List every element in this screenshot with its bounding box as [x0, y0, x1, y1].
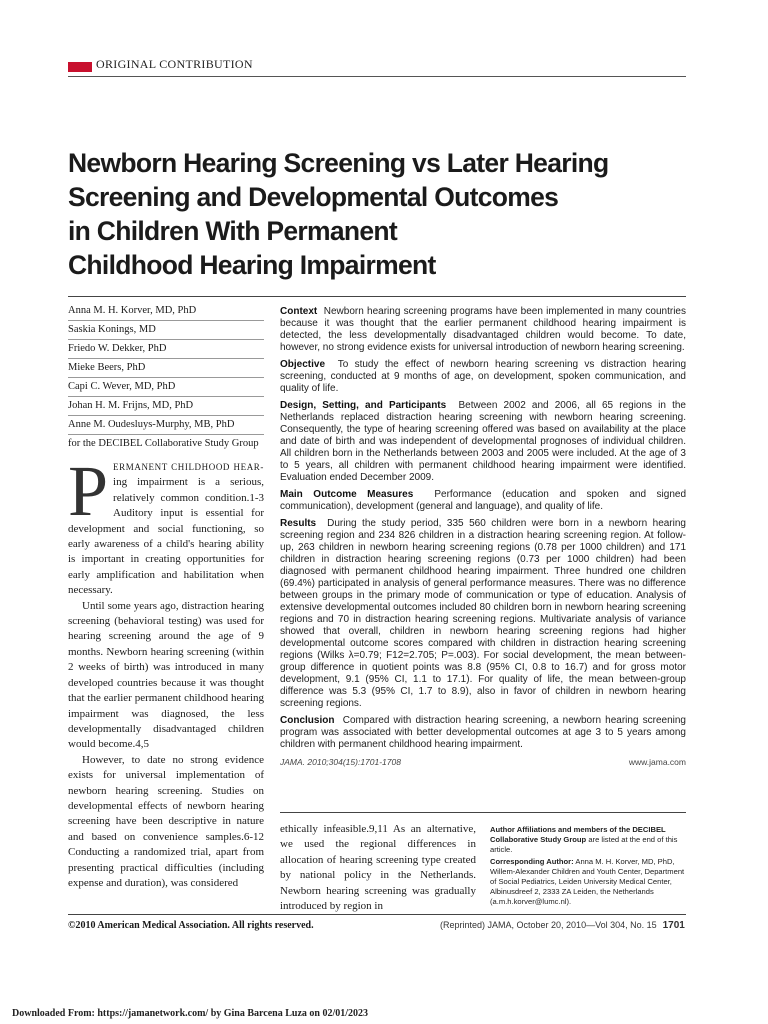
section-color-bar: [68, 62, 92, 72]
author-name: Anne M. Oudesluys-Murphy, MB, PhD: [68, 416, 264, 435]
abstract-text: Between 2002 and 2006, all 65 regions in the Netherlands replaced distraction hearing screening with newborn hearing screening. Consequently, the type of hearing screening offered was based on availability at the place and date of birth and was independent of developmental prognoses of individual children. All children born in the Netherlands between 2003 and 2005 were included. At the age of 3 to 5 years, all children with permanent childhood hearing impairment were identified. Evaluation ended December 2009.: [280, 400, 686, 483]
body-column-middle: [280, 822, 476, 914]
author-name: Capi C. Wever, MD, PhD: [68, 378, 264, 397]
footer-rule: [68, 914, 686, 915]
author-list: [68, 302, 264, 450]
affiliation-label: Author Affiliations and members of the DECIBEL Collaborative Study Group: [490, 825, 666, 844]
citation: JAMA. 2010;304(15):1701-1708: [280, 757, 401, 767]
body-text: ing impairment is a serious, relatively common condition.1-3 Auditory input is essential for development and social functioning, so early awareness of a child's hearing ability is important in creating opportunities for early amplification and habilitation when necessary.: [68, 476, 264, 597]
body-column-left: [68, 451, 264, 891]
abstract-label: Context: [280, 306, 318, 317]
corresponding-label: Corresponding Author:: [490, 857, 574, 866]
abstract-label: Results: [280, 518, 317, 529]
study-group: for the DECIBEL Collaborative Study Group: [68, 438, 259, 449]
header-rule: [68, 76, 686, 77]
reprinted-info: (Reprinted) JAMA, October 20, 2010—Vol 304, No. 15: [440, 920, 657, 930]
website-link[interactable]: www.jama.com: [628, 757, 686, 767]
author-name: Johan H. M. Frijns, MD, PhD: [68, 397, 264, 416]
abstract-text: During the study period, 335 560 children were born in a newborn hearing screening region and 234 826 children in a distraction hearing screening region. At follow-up, 263 children in newborn hearing screening regions (0.78 per 1000 children) and 171 children in distraction hearing screening regions (0.73 per 1000 children) had been diagnosed with permanent childhood hearing impairment. Three hundred one children (69.4%) participated in analysis of general performance measures. There was no difference between groups in the primary mode of communication or type of education. Analysis of extensive developmental outcomes included 80 children born in newborn hearing screening regions and 70 in distraction hearing screening regions. Multivariate analysis of variance showed that overall, children in newborn hearing screening regions had higher developmental outcome scores compared with children in distraction hearing screening regions (Wilks λ=0.79; F12=2.705; P=.003). For social development, the mean between-group difference in quotient points was 8.8 (95% CI, 0.8 to 16.7) and for gross motor development, 9.1 (95% CI, 1.1 to 17.1). For quality of life, the mean between-group difference was 5.3 (95% CI, 1.7 to 8.9), also in favor of children in newborn hearing screening regions.: [280, 518, 686, 709]
citation-row: [280, 756, 686, 768]
author-name: Friedo W. Dekker, PhD: [68, 340, 264, 359]
abstract-text: Performance (education and spoken and signed communication), development (general and language), and quality of life.: [280, 489, 687, 512]
abstract-objective: [280, 359, 686, 395]
abstract-results: [280, 518, 686, 710]
author-name: Anna M. H. Korver, MD, PhD: [68, 302, 264, 321]
body-paragraph: Until some years ago, distraction hearing screening (behavioral testing) was used for hearing screening around the age of 9 months. Newborn hearing screening (within 2 weeks of birth) was introduced in many developed countries because it was thought that the earlier permanent childhood hearing impairment was diagnosed, the less developmentally disadvantaged children would become.4,5: [68, 599, 264, 751]
abstract-label: Conclusion: [280, 715, 335, 726]
journal-footer: [440, 920, 685, 931]
title-line: in Children With Permanent: [68, 216, 398, 246]
abstract-context: [280, 306, 686, 354]
title-line: Screening and Developmental Outcomes: [68, 182, 559, 212]
article-title: [68, 146, 708, 282]
author-name: Saskia Konings, MD: [68, 321, 264, 340]
corresponding-author: [490, 857, 686, 907]
abstract-measures: [280, 489, 686, 513]
title-line: Childhood Hearing Impairment: [68, 250, 436, 280]
corresponding-text: Anna M. H. Korver, MD, PhD, Willem-Alexander Children and Youth Center, Department of Social Pediatrics, Leiden University Medical Center, Albinusdreef 2, 2333 ZA Leiden, the Netherlands (a.m.h.korver@lumc.nl).: [490, 857, 685, 906]
abstract: [280, 306, 686, 768]
affiliations: [490, 825, 686, 909]
drop-cap: P: [68, 451, 109, 531]
affiliation-text: are listed at the end of this article.: [490, 835, 678, 854]
abstract-design: [280, 400, 686, 484]
title-line: Newborn Hearing Screening vs Later Hearing: [68, 148, 609, 178]
abstract-text: Newborn hearing screening programs have been implemented in many countries because it was thought that the earlier permanent childhood hearing impairment is detected, the less developmentally disadvantaged children would become. To date, however, no strong evidence exists for universal introduction of newborn hearing screening.: [280, 306, 686, 353]
abstract-label: Objective: [280, 359, 326, 370]
affiliation-note: [490, 825, 686, 855]
abstract-rule: [280, 812, 686, 813]
download-notice: Downloaded From: https://jamanetwork.com/ by Gina Barcena Luza on 02/01/2023: [12, 1008, 369, 1019]
body-paragraph: However, to date no strong evidence exists for universal implementation of newborn hearing screening. Studies on developmental effects of newborn hearing screening have been descriptive in nature and based on convenience samples.6-12 Conducting a randomized trial, apart from presenting practical difficulties (including expense and duration), was considered: [68, 753, 264, 889]
copyright: ©2010 American Medical Association. All rights reserved.: [68, 920, 314, 931]
body-paragraph-intro: [68, 451, 264, 599]
title-rule: [68, 296, 686, 297]
abstract-label: Design, Setting, and Participants: [280, 400, 447, 411]
abstract-label: Main Outcome Measures: [280, 489, 414, 500]
lead-caps: ERMANENT CHILDHOOD HEAR-: [113, 462, 264, 472]
section-label: ORIGINAL CONTRIBUTION: [96, 57, 253, 71]
page-number: 1701: [662, 920, 685, 931]
abstract-conclusion: [280, 715, 686, 751]
abstract-text: Compared with distraction hearing screening, a newborn hearing screening program was associated with better developmental outcomes at age 3 to 5 years among children with permanent childhood hearing impairment.: [280, 715, 686, 750]
author-name: Mieke Beers, PhD: [68, 359, 264, 378]
body-paragraph: ethically infeasible.9,11 As an alternative, we used the regional differences in allocation of hearing screening type created by national policy in the Netherlands. Newborn hearing screening was gradually introduced by region in: [280, 823, 476, 913]
abstract-text: To study the effect of newborn hearing screening vs distraction hearing screening, conducted at 9 months of age, on development, spoken communication, and quality of life.: [280, 359, 687, 394]
